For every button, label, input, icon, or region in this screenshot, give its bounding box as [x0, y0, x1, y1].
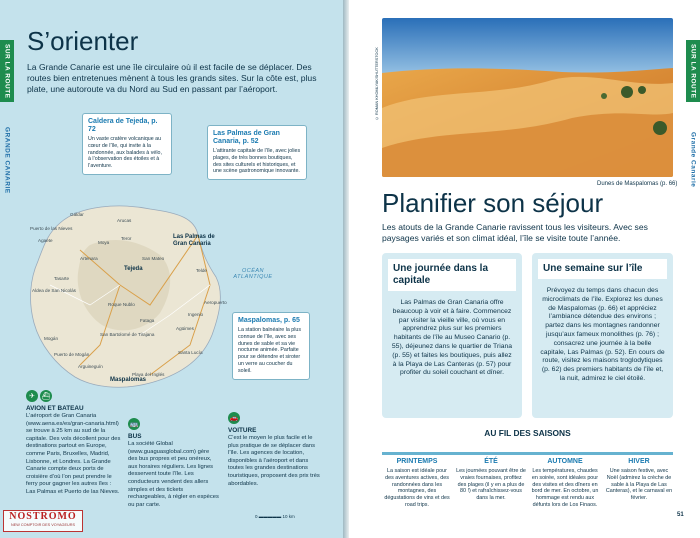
box-heading: Une semaine sur l’île [538, 259, 667, 279]
box-une-semaine [532, 253, 673, 418]
right-page [349, 0, 700, 538]
map-place: Tasarte [54, 276, 70, 281]
season-automne [530, 458, 600, 509]
dunes-photo [382, 18, 673, 177]
map-place: Puerto de Mogán [54, 352, 90, 357]
page-title: S’orienter [27, 26, 139, 56]
map-place: Playa del Inglés [132, 372, 165, 377]
page-number: 51 [677, 512, 684, 518]
nostromo-logo [3, 510, 83, 532]
section-tab-label: SUR LA ROUTE [689, 43, 697, 99]
section-tab-label: Grande Canarie [689, 132, 697, 188]
bus-icon: 🚌 [128, 418, 140, 430]
map-place: Aldea de San Nicolás [32, 288, 76, 293]
season-ete [456, 458, 526, 502]
map-place: Agaete [38, 238, 53, 243]
plane-icon: ✈ [26, 390, 38, 402]
map-place: Agüimes [176, 326, 194, 331]
callout-text: La station balnéaire la plus connue de l’île, avec ses dunes de sable et sa vie nocturne animée. Parfaite pour se détendre et siroter un verre au coucher du soleil. [238, 327, 302, 374]
map-place-las-palmas: Las Palmas de Gran Canaria [173, 234, 215, 247]
intro-paragraph: Les atouts de la Grande Canarie ravissent tous les visiteurs. Avec ses paysages variés et son climat idéal, l’île se visite toute l’année. [382, 222, 648, 243]
photo-credit: © ROMAN KHOMLYAK/SHUTTERSTOCK [375, 47, 379, 120]
box-text: Las Palmas de Gran Canaria offre beaucoup à voir et à faire. Commencez par visiter la vieille ville, où vous en apprendrez plus sur les premiers habitants de l’île au Museo Canario (p. 55), déjeunez dans le quartier de Triana (p. 55) et faites les boutiques, puis allez à la Playa de Las Canteras (p. 57) pour profiter du soleil couchant et dîner. [391, 299, 513, 377]
map-place: Aeropuerto [204, 300, 227, 305]
season-name: ÉTÉ [484, 458, 498, 465]
section-tab-grande-canarie [0, 120, 14, 200]
page-title: Planifier son séjour [382, 188, 604, 218]
season-printemps [382, 458, 452, 509]
car-icon: 🚗 [228, 412, 240, 424]
season-name: PRINTEMPS [396, 458, 438, 465]
section-tab-grande-canarie [686, 120, 700, 200]
photo-caption: Dunes de Maspalomas (p. 66) [597, 181, 678, 187]
callout-title: Caldera de Tejeda, p. 72 [88, 118, 158, 133]
section-tab-sur-la-route [0, 40, 14, 102]
season-text: Les journées pouvant être de vraies fournaises, profitez des plages (il y en a plus de 80 !) et rafraîchissez-vous dans la mer. [456, 468, 526, 502]
avion-text: L’aéroport de Gran Canaria (www.aena.es/es/gran-canaria.html) se trouve à 25 km au sud de la capitale. Des vols décollent pour des destinations partout en Europe, comme Paris, Bruxelles, Madrid, Lisbonne, et Londres. La Grande Canarie compte deux ports de croisière d’où l’on peut prendre le ferry pour gagner les autres îles : Las Palmas et Puerto de las Nieves. [26, 413, 121, 495]
box-text: Prévoyez du temps dans chacun des microclimats de l’île. Explorez les dunes de Maspalomas (p. 66) et appréciez l’ambiance détendue des environs ; partez dans les montagnes randonner jusqu’aux fameux monolithes (p. 76) ; consacrez une journée à la belle capitale, Las Palmas (p. 52). En cours de route, visitez les maisons troglodytiques (p. 62) des premiers habitants de l’île et, la nuit, admirez le ciel étoilé. [540, 287, 665, 382]
intro-paragraph: La Grande Canarie est une île circulaire où il est facile de se déplacer. Des routes bien entretenues mènent à tous les grands sites. Sur la côte est, plus plate, une autoroute va du Nord au Sud en passant par l’aéroport. [27, 62, 317, 94]
map-place: Ingenio [188, 312, 204, 317]
map-place: Santa Lucía [178, 350, 203, 355]
logo-subtext: NEW COMPTOIR DES VOYAGEURS [11, 523, 75, 527]
map-place: Mogán [44, 336, 59, 341]
callout-maspalomas [232, 312, 310, 380]
left-page [0, 0, 343, 538]
callout-text: Un vaste cratère volcanique au cœur de l’île, qui invite à la randonnée, aux balades à vélo, à l’observation des étoiles et à l’aventure. [88, 136, 162, 170]
ship-icon: ⛴ [40, 390, 52, 402]
bus-text: La société Global (www.guaguasglobal.com) gère des bus propres et peu onéreux, aux horaires réguliers. Les lignes desservent toute l’île. Les conducteurs vendent des allers simples et des tickets rechargeables, à régler en espèces ou par carte. [128, 441, 219, 508]
bus-heading: BUS [128, 433, 142, 440]
map-place-tejeda: Tejeda [124, 266, 143, 272]
map-place: Puerto de las Nieves [30, 226, 73, 231]
season-hiver [604, 458, 674, 502]
voiture-heading: VOITURE [228, 427, 257, 434]
map-place-maspalomas: Maspalomas [110, 377, 147, 383]
map-place: San Mateo [142, 256, 165, 261]
map-place: Moya [98, 240, 110, 245]
map-scale: 0 ▬▬▬▬▬ 10 km [255, 514, 295, 519]
section-tab-sur-la-route [686, 40, 700, 102]
map-place: Artenara [80, 256, 98, 261]
avion-heading: AVION ET BATEAU [26, 405, 84, 412]
logo-text: NOSTROMO [9, 511, 77, 522]
seasons-timeline [382, 452, 673, 455]
map-place: San Bartolomé de Tirajana [100, 332, 155, 337]
box-une-journee [382, 253, 522, 418]
callout-title: Maspalomas, p. 65 [238, 317, 300, 324]
callout-text: L’attirante capitale de l’île, avec jolies plages, de très bonnes boutiques, des sites culturels et historiques, et une scène gastronomique innovante. [213, 148, 301, 175]
season-text: La saison est idéale pour des aventures actives, des randonnées dans les montagnes, des dégustations de vins et des road trips. [384, 468, 450, 508]
map-place: Telde [196, 268, 207, 273]
ocean-label: OCÉAN ATLANTIQUE [233, 268, 273, 280]
voiture-text: C’est le moyen le plus facile et le plus pratique de se déplacer dans l’île. Les agences de location, disponibles à l’aéroport et dans toutes les grandes destinations touristiques, proposent des prix très abordables. [228, 435, 320, 487]
map-place: Arucas [117, 218, 132, 223]
callout-las-palmas [207, 125, 307, 180]
callout-caldera [82, 113, 172, 175]
section-tab-label: GRANDE CANARIE [3, 126, 11, 194]
season-name: AUTOMNE [547, 458, 583, 465]
callout-title: Las Palmas de Gran Canaria, p. 52 [213, 130, 280, 145]
map-scale-label: 10 km [282, 514, 295, 519]
box-heading: Une journée dans la capitale [388, 259, 516, 291]
map-place: Teror [121, 236, 132, 241]
map-place: Gáldar [70, 212, 84, 217]
season-text: Les températures, chaudes en soirée, sont idéales pour des visites et des dîners en bord de mer. En octobre, un hommage est rendu aux défunts lors de Los Finaos. [531, 468, 599, 508]
map-place: Fataga [140, 318, 155, 323]
seasons-title: AU FIL DES SAISONS [484, 428, 571, 438]
map-place: Roque Nublo [108, 302, 135, 307]
map-place: Arguineguín [78, 364, 103, 369]
season-text: Une saison festive, avec Noël (admirez la crèche de sable à la Playa de Las Canteras), et le carnaval en février. [605, 468, 673, 502]
section-tab-label: SUR LA ROUTE [3, 43, 11, 99]
dunes-illustration [382, 18, 673, 177]
season-name: HIVER [628, 458, 650, 465]
